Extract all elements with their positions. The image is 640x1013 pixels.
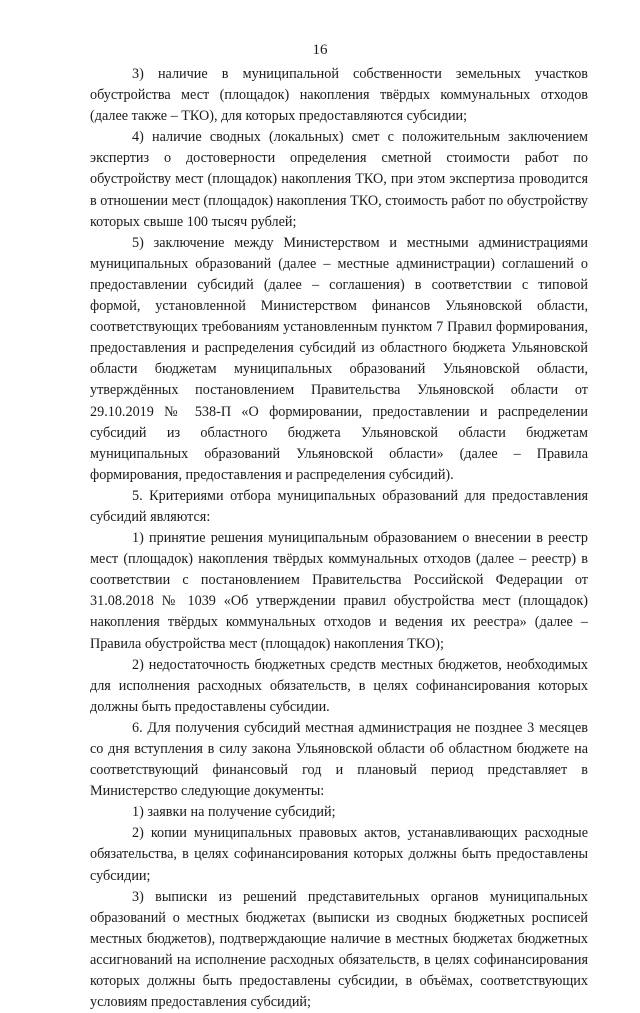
paragraph-document-3-budget-extracts: 3) выписки из решений представительных органов муниципальных образований о местных бюджетах (выписки из сводных бюджетных росписей местных бюджетов), подтверждающие наличие в местных бюджетах бюджетных ассигнований на исполнение расходных обязательств, в целях софинансирования которых должны быть предоставлены субсидии, в объёмах, соответствующих условиям предоставления субсидий; — [90, 888, 588, 1011]
page-number: 16 — [312, 42, 328, 58]
paragraph-section-5-criteria: 5. Критериями отбора муниципальных образований для предоставления субсидий являются: — [90, 487, 588, 525]
paragraph-criterion-2-insufficiency: 2) недостаточность бюджетных средств местных бюджетов, необходимых для исполнения расходных обязательств, в целях софинансирования которых должны быть предоставлены субсидии. — [90, 656, 588, 715]
paragraph-section-6-documents: 6. Для получения субсидий местная администрация не позднее 3 месяцев со дня вступления в силу закона Ульяновской области об областном бюджете на соответствующий финансовый год и плановый период представляет в Министерство следующие документы: — [90, 719, 588, 800]
paragraph-item-4-estimates: 4) наличие сводных (локальных) смет с положительным заключением экспертиз о достоверности определения сметной стоимости работ по обустройству мест (площадок) накопления ТКО, при этом экспертиза проводится в отношении мест (площадок) накопления ТКО, стоимость работ по обустройству которых свыше 100 тысяч рублей; — [90, 129, 588, 230]
paragraph-item-5-agreements: 5) заключение между Министерством и местными администрациями муниципальных образований (далее – местные администрации) соглашений о предоставлении субсидий (далее – соглашения) в соответствии с типовой формой, установленной Министерством финансов Ульяновской области, соответствующих требованиям установленным пунктом 7 Правил формирования, предоставления и распределения субсидий из областного бюджета Ульяновской области бюджетам муниципальных образований Ульяновской области, утверждённых постановлением Правительства Ульяновской области от 29.10.2019 № 538-П «О формировании, предоставлении и распределении субсидий из областного бюджета Ульяновской области бюджетам муниципальных образований Ульяновской области» (далее – Правила формирования, предоставления и распределения субсидий). — [90, 234, 588, 483]
paragraph-criterion-1-registry: 1) принятие решения муниципальным образованием о внесении в реестр мест (площадок) накопления твёрдых коммунальных отходов (далее – реестр) в соответствии с постановлением Правительства Российской Федерации от 31.08.2018 № 1039 «Об утверждении правил обустройства мест (площадок) накопления твёрдых коммунальных отходов и ведения их реестра» (далее – Правила обустройства мест (площадок) накопления ТКО); — [90, 530, 588, 652]
paragraph-item-3-land-plots: 3) наличие в муниципальной собственности земельных участков обустройства мест (площадок) накопления твёрдых коммунальных отходов (далее также – ТКО), для которых предоставляются субсидии; — [90, 66, 588, 125]
paragraph-document-2-legal-acts: 2) копии муниципальных правовых актов, устанавливающих расходные обязательства, в целях софинансирования которых должны быть предоставлены субсидии; — [90, 825, 588, 884]
document-body — [90, 64, 588, 1013]
paragraph-document-1-applications: 1) заявки на получение субсидий; — [132, 804, 336, 821]
